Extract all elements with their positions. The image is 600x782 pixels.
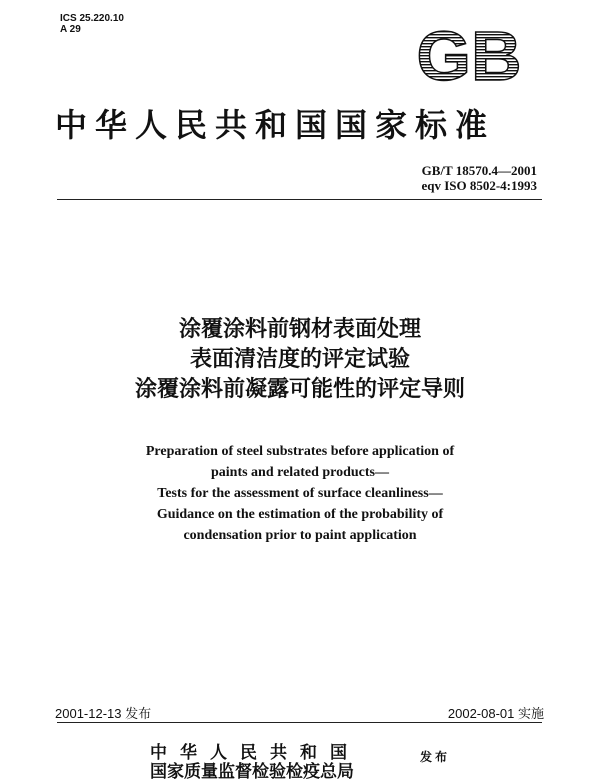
chinese-title-line-3: 涂覆涂料前凝露可能性的评定导则 [134,376,465,402]
standard-type-heading: 中华人民共和国国家标准 [55,106,496,144]
issue-date: 2001-12-13 发布 [55,706,152,721]
standard-number: GB/T 18570.4—2001 [421,163,537,178]
english-title-line-5: condensation prior to paint application [183,528,417,543]
english-title-line-1: Preparation of steel substrates before application of [145,444,455,459]
standard-equivalence: eqv ISO 8502-4:1993 [421,178,537,193]
gb-logo-graphic [398,22,540,84]
publisher-country: 中华人民共和国 [150,743,360,763]
classification-codes [60,13,124,35]
implementation-date: 2002-08-01 实施 [447,706,544,721]
english-title-line-2: paints and related products— [210,465,389,480]
gb-logo [398,22,540,84]
bottom-divider [57,722,542,723]
ccs-code: A 29 [60,24,81,35]
ics-code: ICS 25.220.10 [60,13,124,24]
publisher-verb: 发布 [420,750,451,764]
english-title-line-3: Tests for the assessment of surface cleanliness— [157,486,443,501]
chinese-title-line-1: 涂覆涂料前钢材表面处理 [178,316,421,342]
english-title [0,441,600,546]
english-title-line-4: Guidance on the estimation of the probability of [156,507,444,522]
publisher-agency: 国家质量监督检验检疫总局 [150,762,354,782]
gb-logo-text: GB [416,22,522,84]
chinese-title-line-2: 表面清洁度的评定试验 [189,346,410,372]
top-divider [57,199,542,200]
standard-number-block [421,163,537,193]
chinese-title [0,314,600,404]
